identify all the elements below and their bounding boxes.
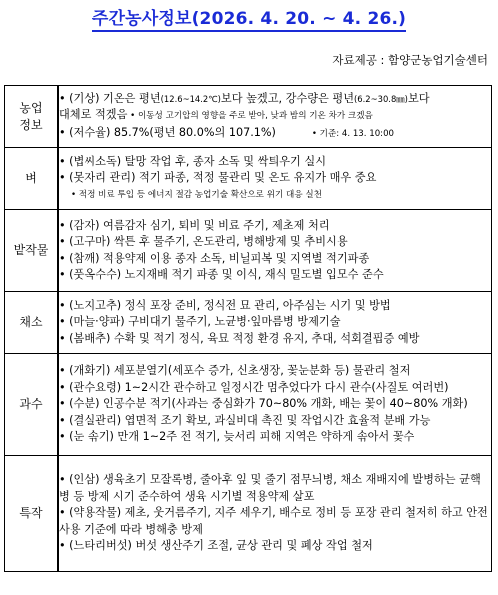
list-item: • (참깨) 적용약제 이용 종자 소독, 비닐피복 및 지역별 적기파종 xyxy=(59,251,370,265)
farming-info-table xyxy=(4,85,492,572)
fruit-content xyxy=(58,354,492,456)
weather-content xyxy=(58,86,492,148)
list-item: • (인삼) 생육초기 모잘록병, 줄아후 잎 및 줄기 점무늬병, 채소 재배지에 발병하는 균핵병 등 방제 시기 준수하여 생육 시기별 적용약제 살포 xyxy=(59,473,481,503)
category-vegetables xyxy=(5,292,59,354)
veg-content xyxy=(58,292,492,354)
weather-forecast-text-4: 대체로 적겠음 xyxy=(59,108,128,122)
reservoir-date-note: • 기준: 4. 13. 10:00 xyxy=(311,128,395,139)
weather-forecast-text-3: 보다 xyxy=(407,91,430,105)
list-item: • (수분) 인공수분 적기(사과는 중심화가 70~80% 개화, 배는 꽃이 40~80% 개화) xyxy=(59,397,468,411)
weather-forecast-text-2: 보다 높겠고, 강수량은 평년 xyxy=(220,91,355,105)
category-fruit-trees xyxy=(5,354,59,456)
row-vegetables xyxy=(5,292,492,354)
rice-content xyxy=(58,148,492,210)
category-weather xyxy=(5,86,59,148)
list-item: • (풋옥수수) 노지재배 적기 파종 및 이식, 재식 밀도별 입모수 준수 xyxy=(59,268,384,281)
temperature-range: (12.6~14.2℃) xyxy=(160,93,221,104)
page-title: 주간농사정보(2026. 4. 20. ~ 4. 26.) xyxy=(0,4,498,29)
category-field-crops xyxy=(5,210,59,292)
row-rice xyxy=(5,148,492,210)
category-label: 밭작물 xyxy=(13,243,49,257)
category-label: 특작 xyxy=(19,506,43,520)
list-item: • (못자리 관리) 적기 파종, 적정 물관리 및 온도 유지가 매우 중요 xyxy=(59,171,377,185)
list-item: • (노지고추) 정식 포장 준비, 정식전 묘 관리, 아주심는 시기 및 방법 xyxy=(59,298,391,312)
category-rice xyxy=(5,148,59,210)
weather-line-3 xyxy=(59,125,491,143)
source-credit: 자료제공 : 함양군농업기술센터 xyxy=(332,53,488,67)
list-item: • (개화기) 세포분열기(세포수 증가, 신초생장, 꽃눈분화 등) 물관리 철저 xyxy=(59,364,411,378)
list-item: • (봄배추) 수확 및 적기 정식, 육묘 적정 환경 유지, 추대, 석회결핍증 예방 xyxy=(59,331,420,345)
list-item: • (느타리버섯) 버섯 생산주기 조절, 균상 관리 및 폐상 작업 철저 xyxy=(59,539,373,553)
category-label: 벼 xyxy=(25,171,37,185)
row-fruit xyxy=(5,354,492,456)
row-special-crops xyxy=(5,456,492,572)
category-label: 채소 xyxy=(19,315,43,329)
list-item: • (관수요령) 1~2시간 관수하고 일정시간 멈추었다가 다시 관수(사질토 여러번) xyxy=(59,380,449,394)
field-content xyxy=(58,210,492,292)
reservoir-rate: • (저수율) 85.7%(평년 80.0%의 107.1%) xyxy=(59,125,276,139)
weather-note: • 이동성 고기압의 영향을 주로 받아, 낮과 밤의 기온 차가 크겠음 xyxy=(127,111,373,122)
category-label: 과수 xyxy=(19,397,43,411)
list-item: • (감자) 여름감자 심기, 퇴비 및 비료 주기, 제초제 처리 xyxy=(59,218,330,232)
category-label-line2: 정보 xyxy=(19,117,43,132)
weather-line-2 xyxy=(59,107,491,125)
weather-forecast-text: • (기상) 기온은 평년 xyxy=(59,91,161,105)
rainfall-range: (6.2~30.8㎜) xyxy=(354,93,408,104)
list-item: • (약용작물) 제초, 웃거름주기, 지주 세우기, 배수로 정비 등 포장 관리 철저히 하고 안전 사용 기준에 따라 병해충 방제 xyxy=(59,506,488,536)
weather-line-1 xyxy=(59,91,491,108)
row-field xyxy=(5,210,492,292)
list-item: • (고구마) 싹튼 후 물주기, 온도관리, 병해방제 및 추비시용 xyxy=(59,235,348,248)
row-weather xyxy=(5,86,492,148)
special-content xyxy=(58,456,492,572)
list-item: • (눈 솎기) 만개 1~2주 전 적기, 늦서리 피해 지역은 약하게 솎아서 꽃수 xyxy=(59,430,415,444)
list-item: • (결실관리) 엽면적 조기 확보, 과실비대 촉진 및 작업시간 효율적 분배 가능 xyxy=(59,413,431,427)
category-special-crops xyxy=(5,456,59,572)
rice-note: • 적정 비료 투입 등 에너지 절감 농업기술 확산으로 위기 대응 실천 xyxy=(71,189,322,200)
category-label-line1: 농업 xyxy=(19,100,43,115)
list-item: • (볍씨소독) 탈망 작업 후, 종자 소독 및 싹틔우기 실시 xyxy=(59,154,327,168)
list-item: • (마늘·양파) 구비대기 물주기, 노균병·잎마름병 방제기술 xyxy=(59,315,341,329)
